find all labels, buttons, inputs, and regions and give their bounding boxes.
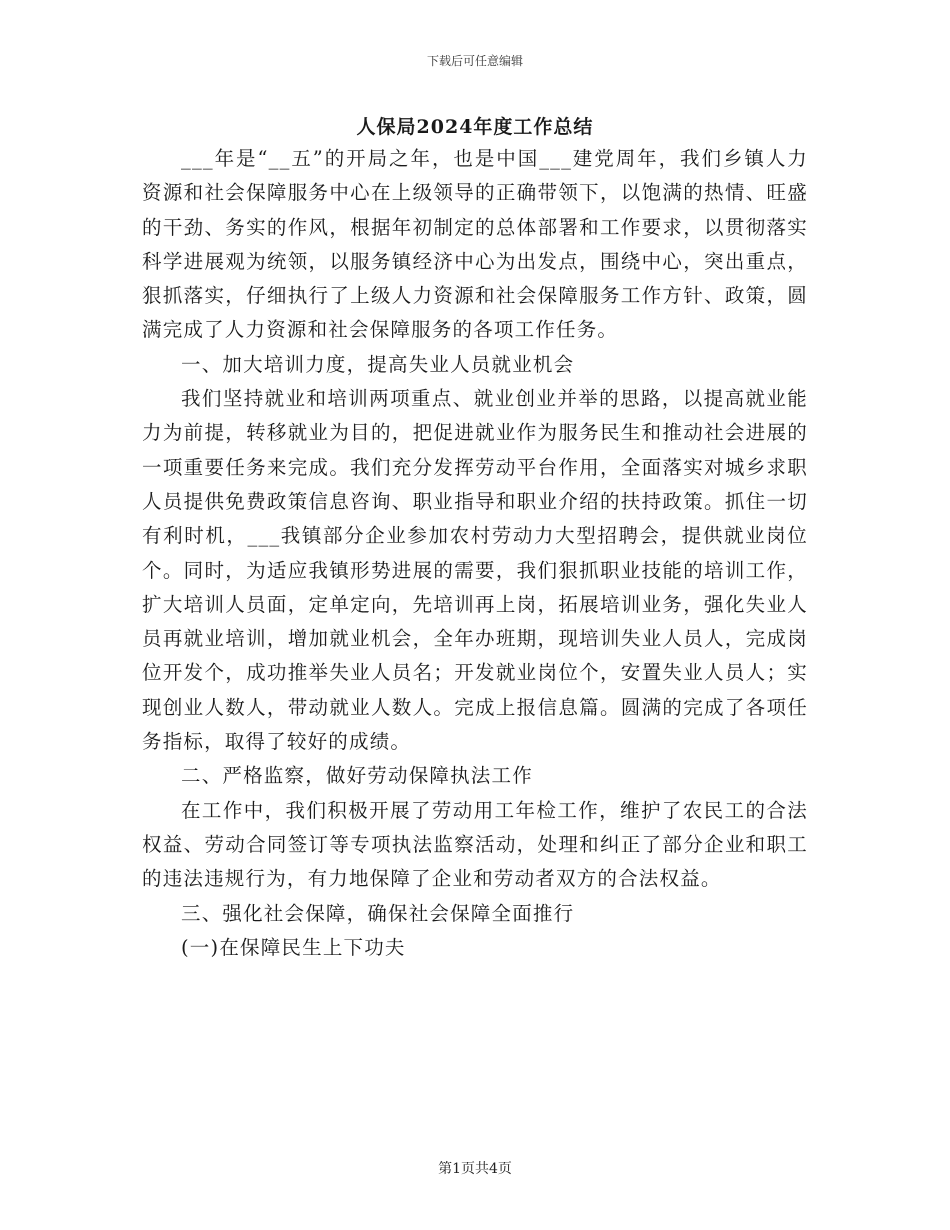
section-heading-3: 三、强化社会保障，确保社会保障全面推行 xyxy=(181,901,575,925)
page-number-footer: 第1页共4页 xyxy=(438,1161,512,1177)
subsection-heading-3-1: (一)在保障民生上下功夫 xyxy=(181,935,406,959)
intro-paragraph: ___年是“__五”的开局之年，也是中国___建党周年，我们乡镇人力资源和社会保障服务中心在上级领导的正确带领下，以饱满的热情、旺盛的干劲、务实的作风，根据年初制定的总体部署和工作要求，以贯彻落实科学进展观为统领，以服务镇经济中心为出发点，围绕中心，突出重点，狠抓落实，仔细执行了上级人力资源和社会保障服务工作方针、政策，圆满完成了人力资源和社会保障服务的各项工作任务。 xyxy=(142,147,808,342)
section-2-paragraph: 在工作中，我们积极开展了劳动用工年检工作，维护了农民工的合法权益、劳动合同签订等专项执法监察活动，处理和纠正了部分企业和职工的违法违规行为，有力地保障了企业和劳动者双方的合法权益。 xyxy=(142,798,808,891)
section-heading-1: 一、加大培训力度，提高失业人员就业机会 xyxy=(181,352,575,376)
section-heading-2: 二、严格监察，做好劳动保障执法工作 xyxy=(181,764,533,788)
document-title: 人保局2024年度工作总结 xyxy=(356,116,594,138)
document-body xyxy=(142,142,808,965)
page-header-note: 下载后可任意编辑 xyxy=(426,54,523,68)
section-1-paragraph: 我们坚持就业和培训两项重点、就业创业并举的思路，以提高就业能力为前提，转移就业为目的，把促进就业作为服务民生和推动社会进展的一项重要任务来完成。我们充分发挥劳动平台作用，全面落实对城乡求职人员提供免费政策信息咨询、职业指导和职业介绍的扶持政策。抓住一切有利时机，___我镇部分企业参加农村劳动力大型招聘会，提供就业岗位个。同时，为适应我镇形势进展的需要，我们狠抓职业技能的培训工作，扩大培训人员面，定单定向，先培训再上岗，拓展培训业务，强化失业人员再就业培训，增加就业机会，全年办班期，现培训失业人员人，完成岗位开发个，成功推举失业人员名；开发就业岗位个，安置失业人员人；实现创业人数人，带动就业人数人。完成上报信息篇。圆满的完成了各项任务指标，取得了较好的成绩。 xyxy=(142,387,808,754)
